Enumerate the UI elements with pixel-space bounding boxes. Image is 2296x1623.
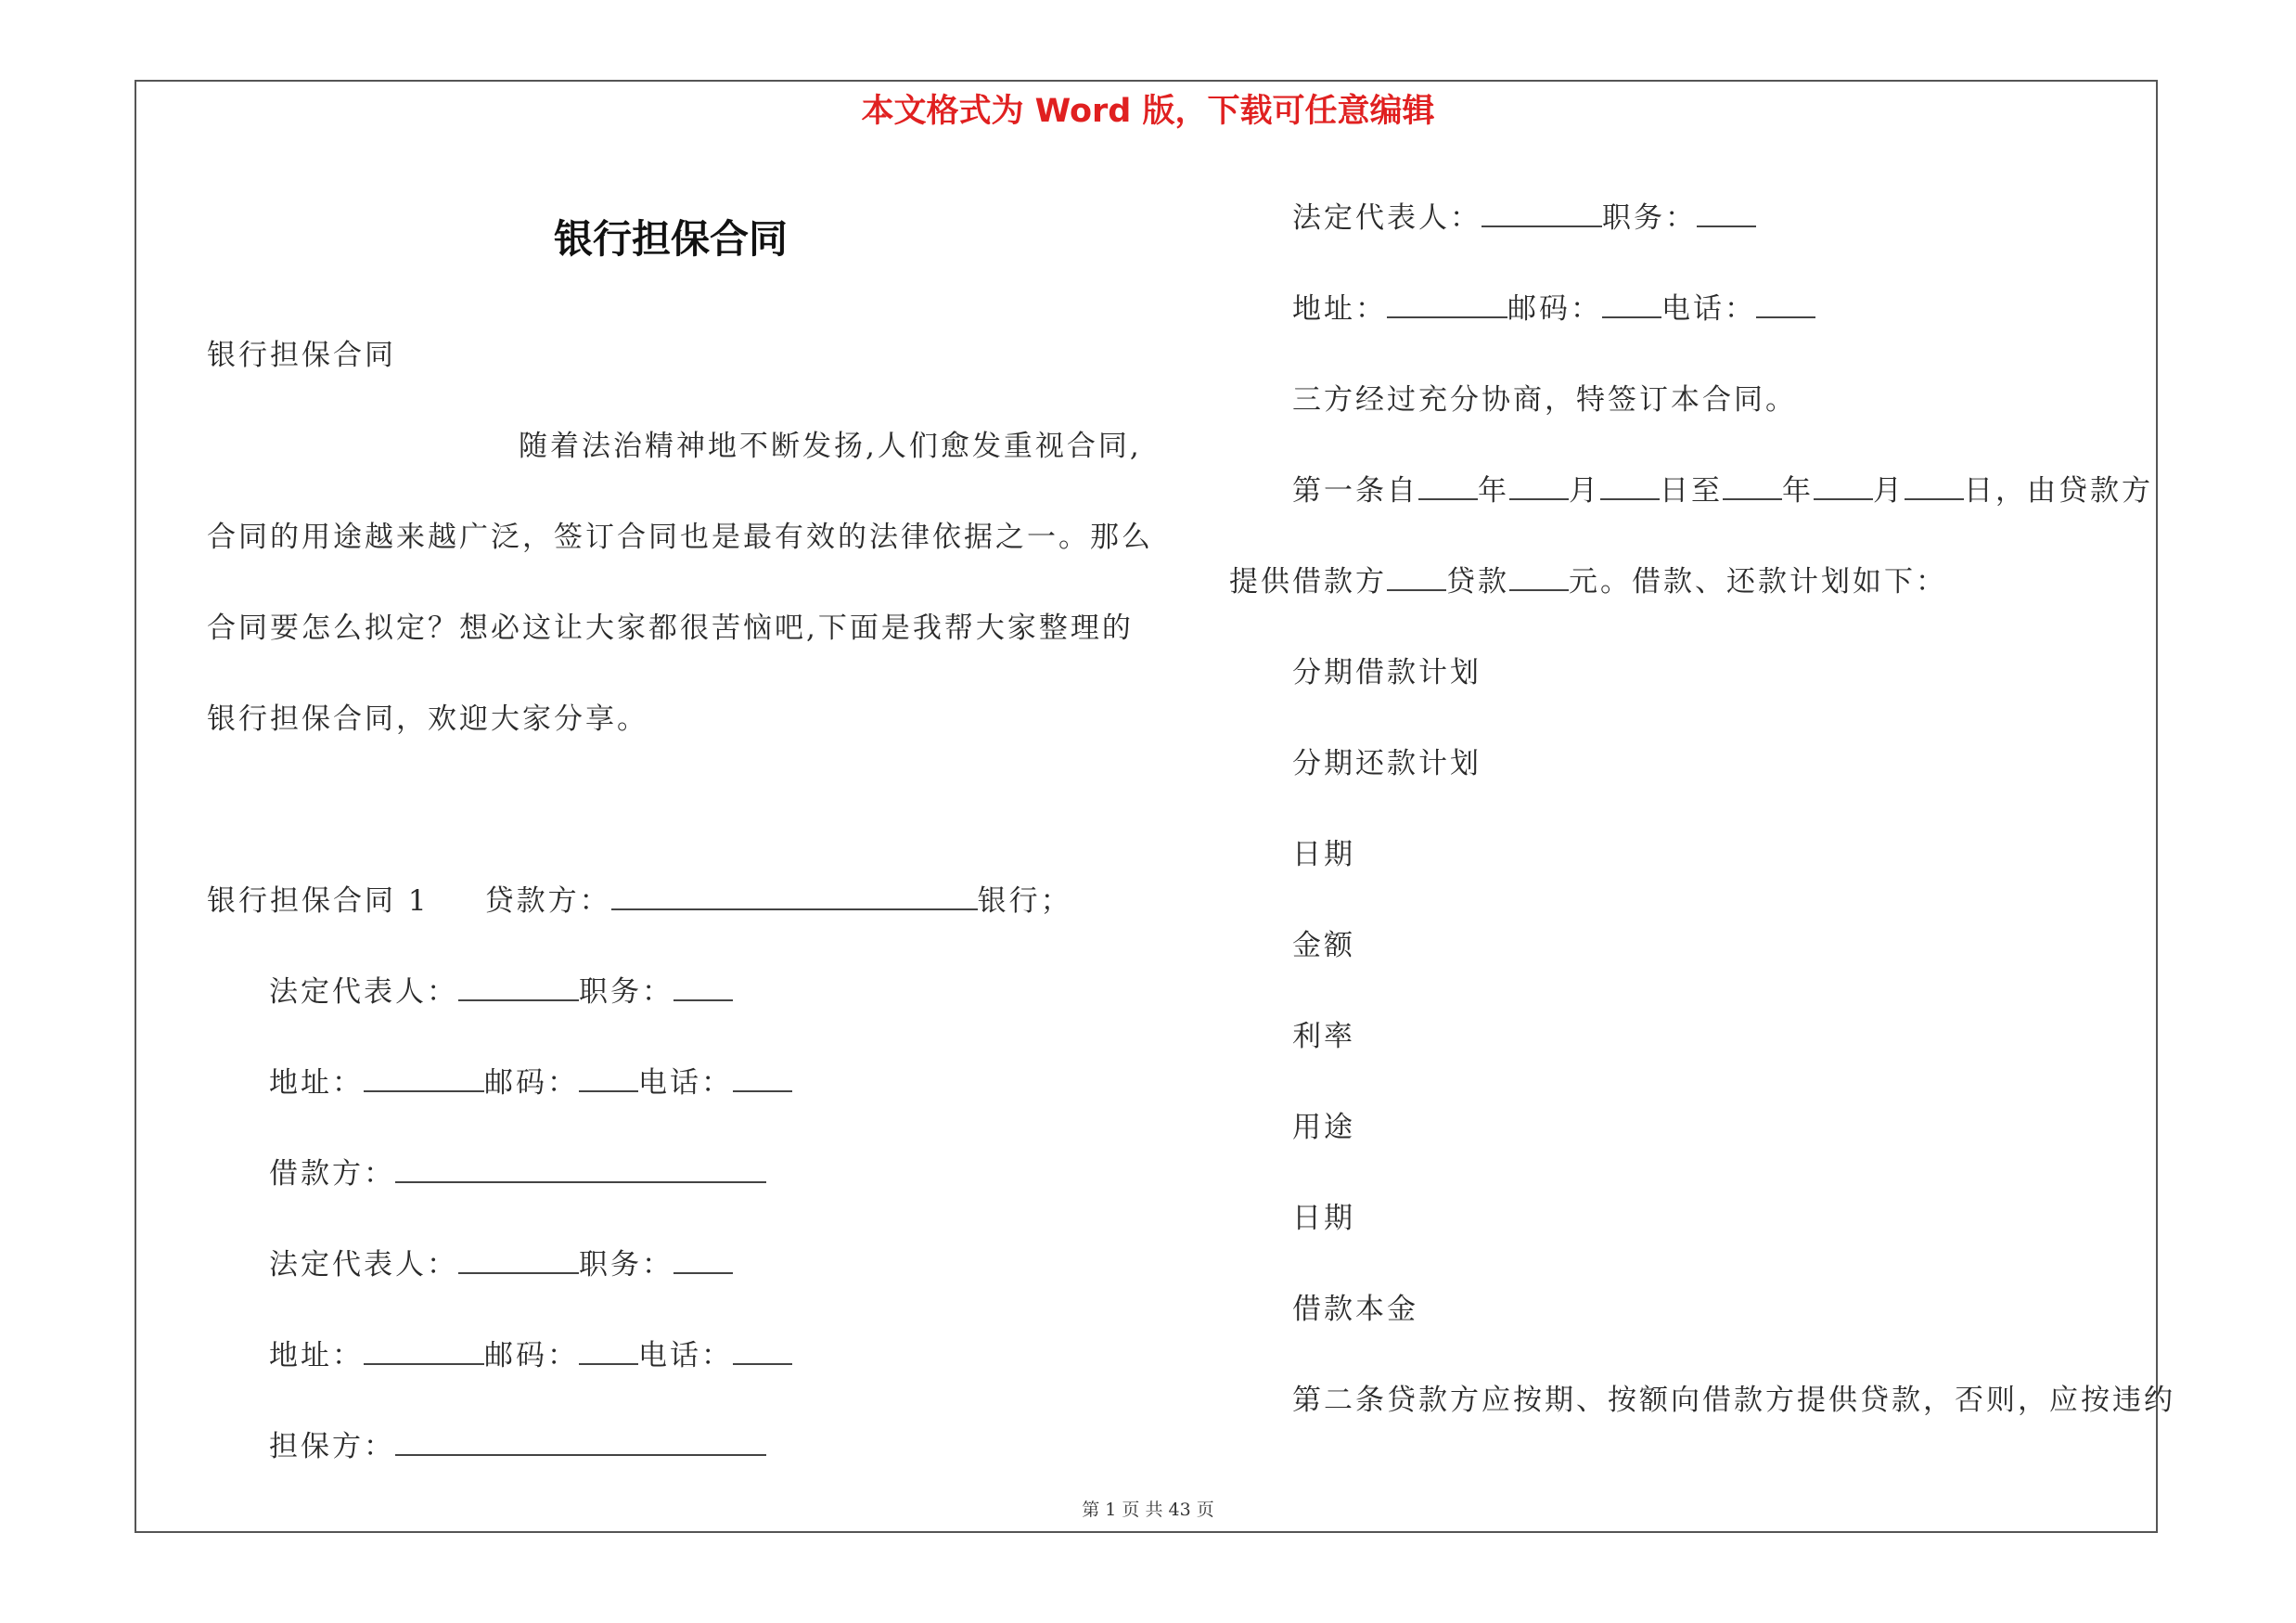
position-label: 职务： bbox=[579, 1248, 673, 1282]
article-1-start: 第一条自 bbox=[1292, 474, 1418, 508]
lender-line bbox=[207, 877, 1072, 919]
lender-suffix: 银行； bbox=[977, 884, 1072, 918]
position-label: 职务： bbox=[1602, 201, 1697, 235]
plan-item: 日期 bbox=[1292, 838, 1355, 871]
phone-blank bbox=[1756, 289, 1815, 318]
plan-item: 金额 bbox=[1292, 929, 1355, 962]
zip-blank bbox=[579, 1335, 638, 1365]
plan-item: 分期借款计划 bbox=[1292, 656, 1481, 689]
rep-blank bbox=[1481, 198, 1602, 227]
intro-line-2: 合同的用途越来越广泛，签订合同也是最有效的法律依据之一。那么 bbox=[207, 521, 1153, 554]
rep-label: 法定代表人： bbox=[269, 975, 458, 1009]
article-1-cont-a: 提供借款方 bbox=[1229, 565, 1387, 599]
year-blank bbox=[1723, 470, 1782, 500]
borrower-blank bbox=[395, 1153, 766, 1183]
position-blank bbox=[673, 972, 733, 1001]
year-label: 年 bbox=[1782, 474, 1814, 508]
intro-line-4: 银行担保合同，欢迎大家分享。 bbox=[207, 702, 648, 736]
month-label: 月 bbox=[1873, 474, 1905, 508]
borrower-address-line bbox=[269, 1332, 792, 1373]
loan-amount-blank bbox=[1509, 561, 1569, 591]
intro-line-3: 合同要怎么拟定？想必这让大家都很苦恼吧,下面是我帮大家整理的 bbox=[207, 612, 1134, 645]
article-2-line: 第二条贷款方应按期、按额向借款方提供贷款，否则，应按违约 bbox=[1292, 1384, 2175, 1417]
article-1-cont bbox=[1229, 558, 1947, 599]
position-label: 职务： bbox=[579, 975, 673, 1009]
borrower-label: 借款方： bbox=[269, 1157, 395, 1191]
subtitle: 银行担保合同 bbox=[207, 339, 396, 372]
page-number-footer: 第 1 页 共 43 页 bbox=[1082, 1500, 1214, 1520]
guarantor-line bbox=[269, 1423, 766, 1464]
article-1-cont-c: 元。借款、还款计划如下： bbox=[1569, 565, 1947, 599]
phone-label: 电话： bbox=[638, 1339, 733, 1372]
plan-item: 用途 bbox=[1292, 1111, 1355, 1144]
address-label: 地址： bbox=[269, 1339, 364, 1372]
rep-label: 法定代表人： bbox=[269, 1248, 458, 1282]
zip-label: 邮码： bbox=[484, 1339, 579, 1372]
position-blank bbox=[673, 1244, 733, 1274]
lender-blank bbox=[611, 881, 978, 910]
intro-line-1: 随着法治精神地不断发扬,人们愈发重视合同, bbox=[519, 430, 1142, 463]
zip-blank bbox=[579, 1063, 638, 1092]
rep-label: 法定代表人： bbox=[1292, 201, 1481, 235]
plan-item: 利率 bbox=[1292, 1020, 1355, 1053]
guarantor-label: 担保方： bbox=[269, 1430, 395, 1463]
editable-notice-banner: 本文格式为 Word 版，下载可任意编辑 bbox=[861, 93, 1435, 130]
month-blank bbox=[1814, 470, 1873, 500]
document-title: 银行担保合同 bbox=[553, 216, 788, 262]
month-label: 月 bbox=[1569, 474, 1600, 508]
article-1-cont-b: 贷款 bbox=[1446, 565, 1509, 599]
year-label: 年 bbox=[1478, 474, 1509, 508]
address-label: 地址： bbox=[269, 1066, 364, 1100]
section-title: 银行担保合同 1 bbox=[207, 884, 430, 918]
day-to-label: 日至 bbox=[1660, 474, 1723, 508]
address-blank bbox=[364, 1063, 484, 1092]
year-blank bbox=[1418, 470, 1478, 500]
borrower-amount-blank bbox=[1387, 561, 1446, 591]
zip-label: 邮码： bbox=[1507, 292, 1602, 326]
plan-item: 分期还款计划 bbox=[1292, 747, 1481, 780]
agreement-line: 三方经过充分协商，特签订本合同。 bbox=[1292, 383, 1797, 417]
phone-label: 电话： bbox=[638, 1066, 733, 1100]
lender-rep-line bbox=[269, 968, 733, 1010]
lender-address-line bbox=[269, 1059, 792, 1101]
rep-blank bbox=[458, 972, 579, 1001]
borrower-rep-line bbox=[269, 1241, 733, 1282]
address-blank bbox=[364, 1335, 484, 1365]
day-label: 日，由贷款方 bbox=[1964, 474, 2153, 508]
zip-blank bbox=[1602, 289, 1661, 318]
phone-blank bbox=[733, 1063, 792, 1092]
address-label: 地址： bbox=[1292, 292, 1387, 326]
borrower-line bbox=[269, 1150, 766, 1191]
guarantor-address-line bbox=[1292, 285, 1815, 327]
lender-label: 贷款方： bbox=[484, 884, 611, 918]
article-1-line bbox=[1292, 467, 2153, 509]
plan-item: 借款本金 bbox=[1292, 1293, 1418, 1326]
day-blank bbox=[1905, 470, 1964, 500]
position-blank bbox=[1697, 198, 1756, 227]
phone-label: 电话： bbox=[1661, 292, 1756, 326]
zip-label: 邮码： bbox=[484, 1066, 579, 1100]
plan-item: 日期 bbox=[1292, 1202, 1355, 1235]
guarantor-blank bbox=[395, 1426, 766, 1456]
address-blank bbox=[1387, 289, 1507, 318]
page-frame bbox=[135, 80, 2158, 1533]
rep-blank bbox=[458, 1244, 579, 1274]
month-blank bbox=[1509, 470, 1569, 500]
guarantor-rep-line bbox=[1292, 194, 1756, 236]
phone-blank bbox=[733, 1335, 792, 1365]
day-blank bbox=[1600, 470, 1660, 500]
